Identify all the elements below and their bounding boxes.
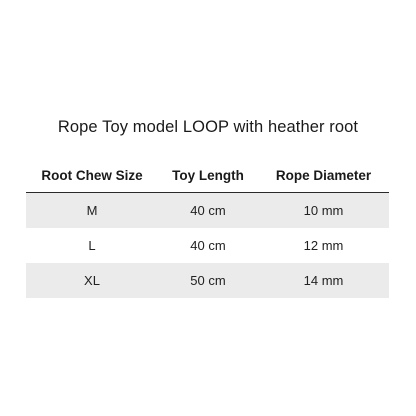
table-row <box>26 193 389 229</box>
cell-root-chew-size: M <box>26 193 158 229</box>
header-row <box>26 158 389 193</box>
cell-toy-length: 40 cm <box>190 238 226 253</box>
cell-toy-length: 40 cm <box>158 193 258 229</box>
cell-root-chew-size: L <box>88 238 96 253</box>
table-title: Rope Toy model LOOP with heather root <box>57 118 359 136</box>
table-row <box>26 263 389 298</box>
cell-rope-diameter: 10 mm <box>258 193 389 229</box>
cell-toy-length: 50 cm <box>158 263 258 298</box>
header-toy-length: Toy Length <box>158 158 258 193</box>
header-root-chew-size: Root Chew Size <box>26 158 158 193</box>
cell-rope-diameter: 12 mm <box>303 238 344 253</box>
cell-root-chew-size: XL <box>26 263 158 298</box>
cell-rope-diameter: 14 mm <box>258 263 389 298</box>
size-table <box>26 158 389 298</box>
header-rope-diameter: Rope Diameter <box>258 158 389 193</box>
table-row <box>26 228 389 263</box>
